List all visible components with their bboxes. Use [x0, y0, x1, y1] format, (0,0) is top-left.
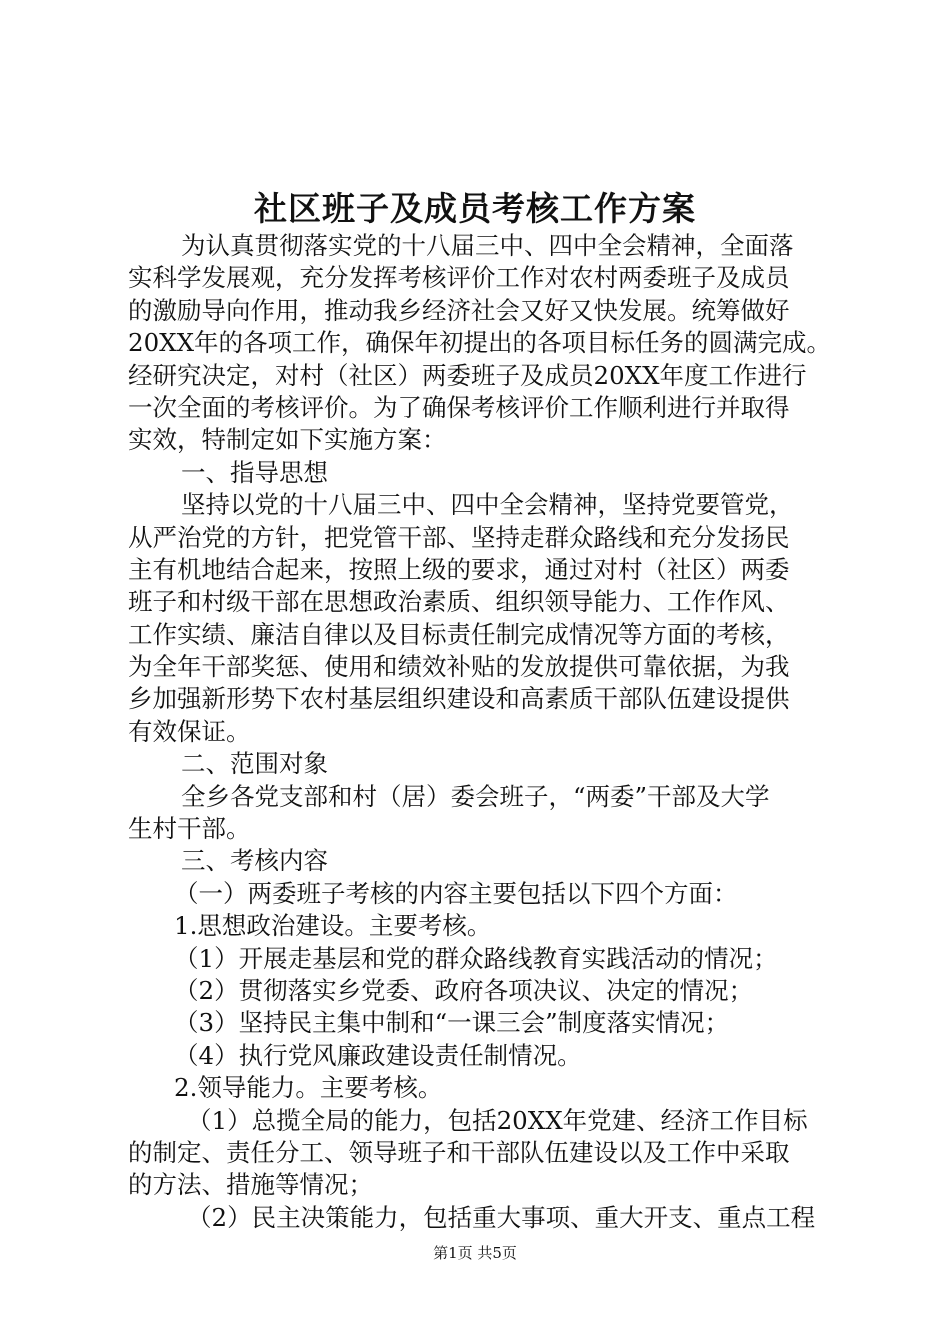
paragraph-line: 有效保证。	[128, 716, 251, 746]
paragraph-line: 的激励导向作用，推动我乡经济社会又好又快发展。统筹做好	[128, 295, 790, 325]
paragraph-line: 一次全面的考核评价。为了确保考核评价工作顺利进行并取得	[128, 392, 790, 422]
paragraph-line: 主有机地结合起来，按照上级的要求，通过对村（社区）两委	[128, 554, 790, 584]
list-item: （2）贯彻落实乡党委、政府各项决议、决定的情况；	[174, 975, 754, 1005]
paragraph-line: 20XX年的各项工作，确保年初提出的各项目标任务的圆满完成。	[128, 328, 832, 358]
paragraph-line: 实科学发展观，充分发挥考核评价工作对农村两委班子及成员	[128, 263, 790, 293]
paragraph-line: 坚持以党的十八届三中、四中全会精神，坚持党要管党，	[181, 490, 794, 520]
subsection-heading: （一）两委班子考核的内容主要包括以下四个方面：	[174, 878, 738, 908]
section-heading: 一、指导思想	[181, 457, 328, 487]
section-heading: 二、范围对象	[181, 749, 328, 779]
list-item: （2）民主决策能力，包括重大事项、重大开支、重点工程	[187, 1202, 816, 1232]
paragraph-line: 为认真贯彻落实党的十八届三中、四中全会精神，全面落	[181, 231, 794, 260]
section-heading: 三、考核内容	[181, 846, 328, 876]
list-item: （3）坚持民主集中制和“一课三会”制度落实情况；	[174, 1008, 730, 1038]
list-item: （4）执行党风廉政建设责任制情况。	[174, 1040, 582, 1070]
paragraph-line: 从严治党的方针，把党管干部、坚持走群众路线和充分发扬民	[128, 522, 790, 552]
paragraph-line: 生村干部。	[128, 814, 251, 844]
paragraph-line: 工作实绩、廉洁自律以及目标责任制完成情况等方面的考核，	[128, 619, 790, 649]
list-item: （1）总揽全局的能力，包括20XX年党建、经济工作目标	[187, 1105, 808, 1135]
paragraph-line: 乡加强新形势下农村基层组织建设和高素质干部队伍建设提供	[128, 684, 790, 714]
document-title: 社区班子及成员考核工作方案	[254, 189, 696, 228]
paragraph-line: 全乡各党支部和村（居）委会班子，“两委”干部及大学	[181, 781, 770, 811]
list-item: 1.思想政治建设。主要考核。	[174, 911, 492, 941]
page-number-footer: 第1页 共5页	[433, 1244, 517, 1262]
list-item: （1）开展走基层和党的群众路线教育实践活动的情况；	[174, 943, 778, 973]
paragraph-line: 的制定、责任分工、领导班子和干部队伍建设以及工作中采取	[128, 1137, 790, 1167]
paragraph-line: 实效，特制定如下实施方案：	[128, 425, 447, 455]
paragraph-line: 为全年干部奖惩、使用和绩效补贴的发放提供可靠依据，为我	[128, 652, 790, 682]
paragraph-line: 班子和村级干部在思想政治素质、组织领导能力、工作作风、	[128, 587, 790, 617]
list-item: 2.领导能力。主要考核。	[174, 1073, 443, 1103]
paragraph-line: 经研究决定，对村（社区）两委班子及成员20XX年度工作进行	[128, 360, 807, 390]
document-body	[128, 230, 832, 1234]
paragraph-line: 的方法、措施等情况；	[128, 1170, 373, 1200]
